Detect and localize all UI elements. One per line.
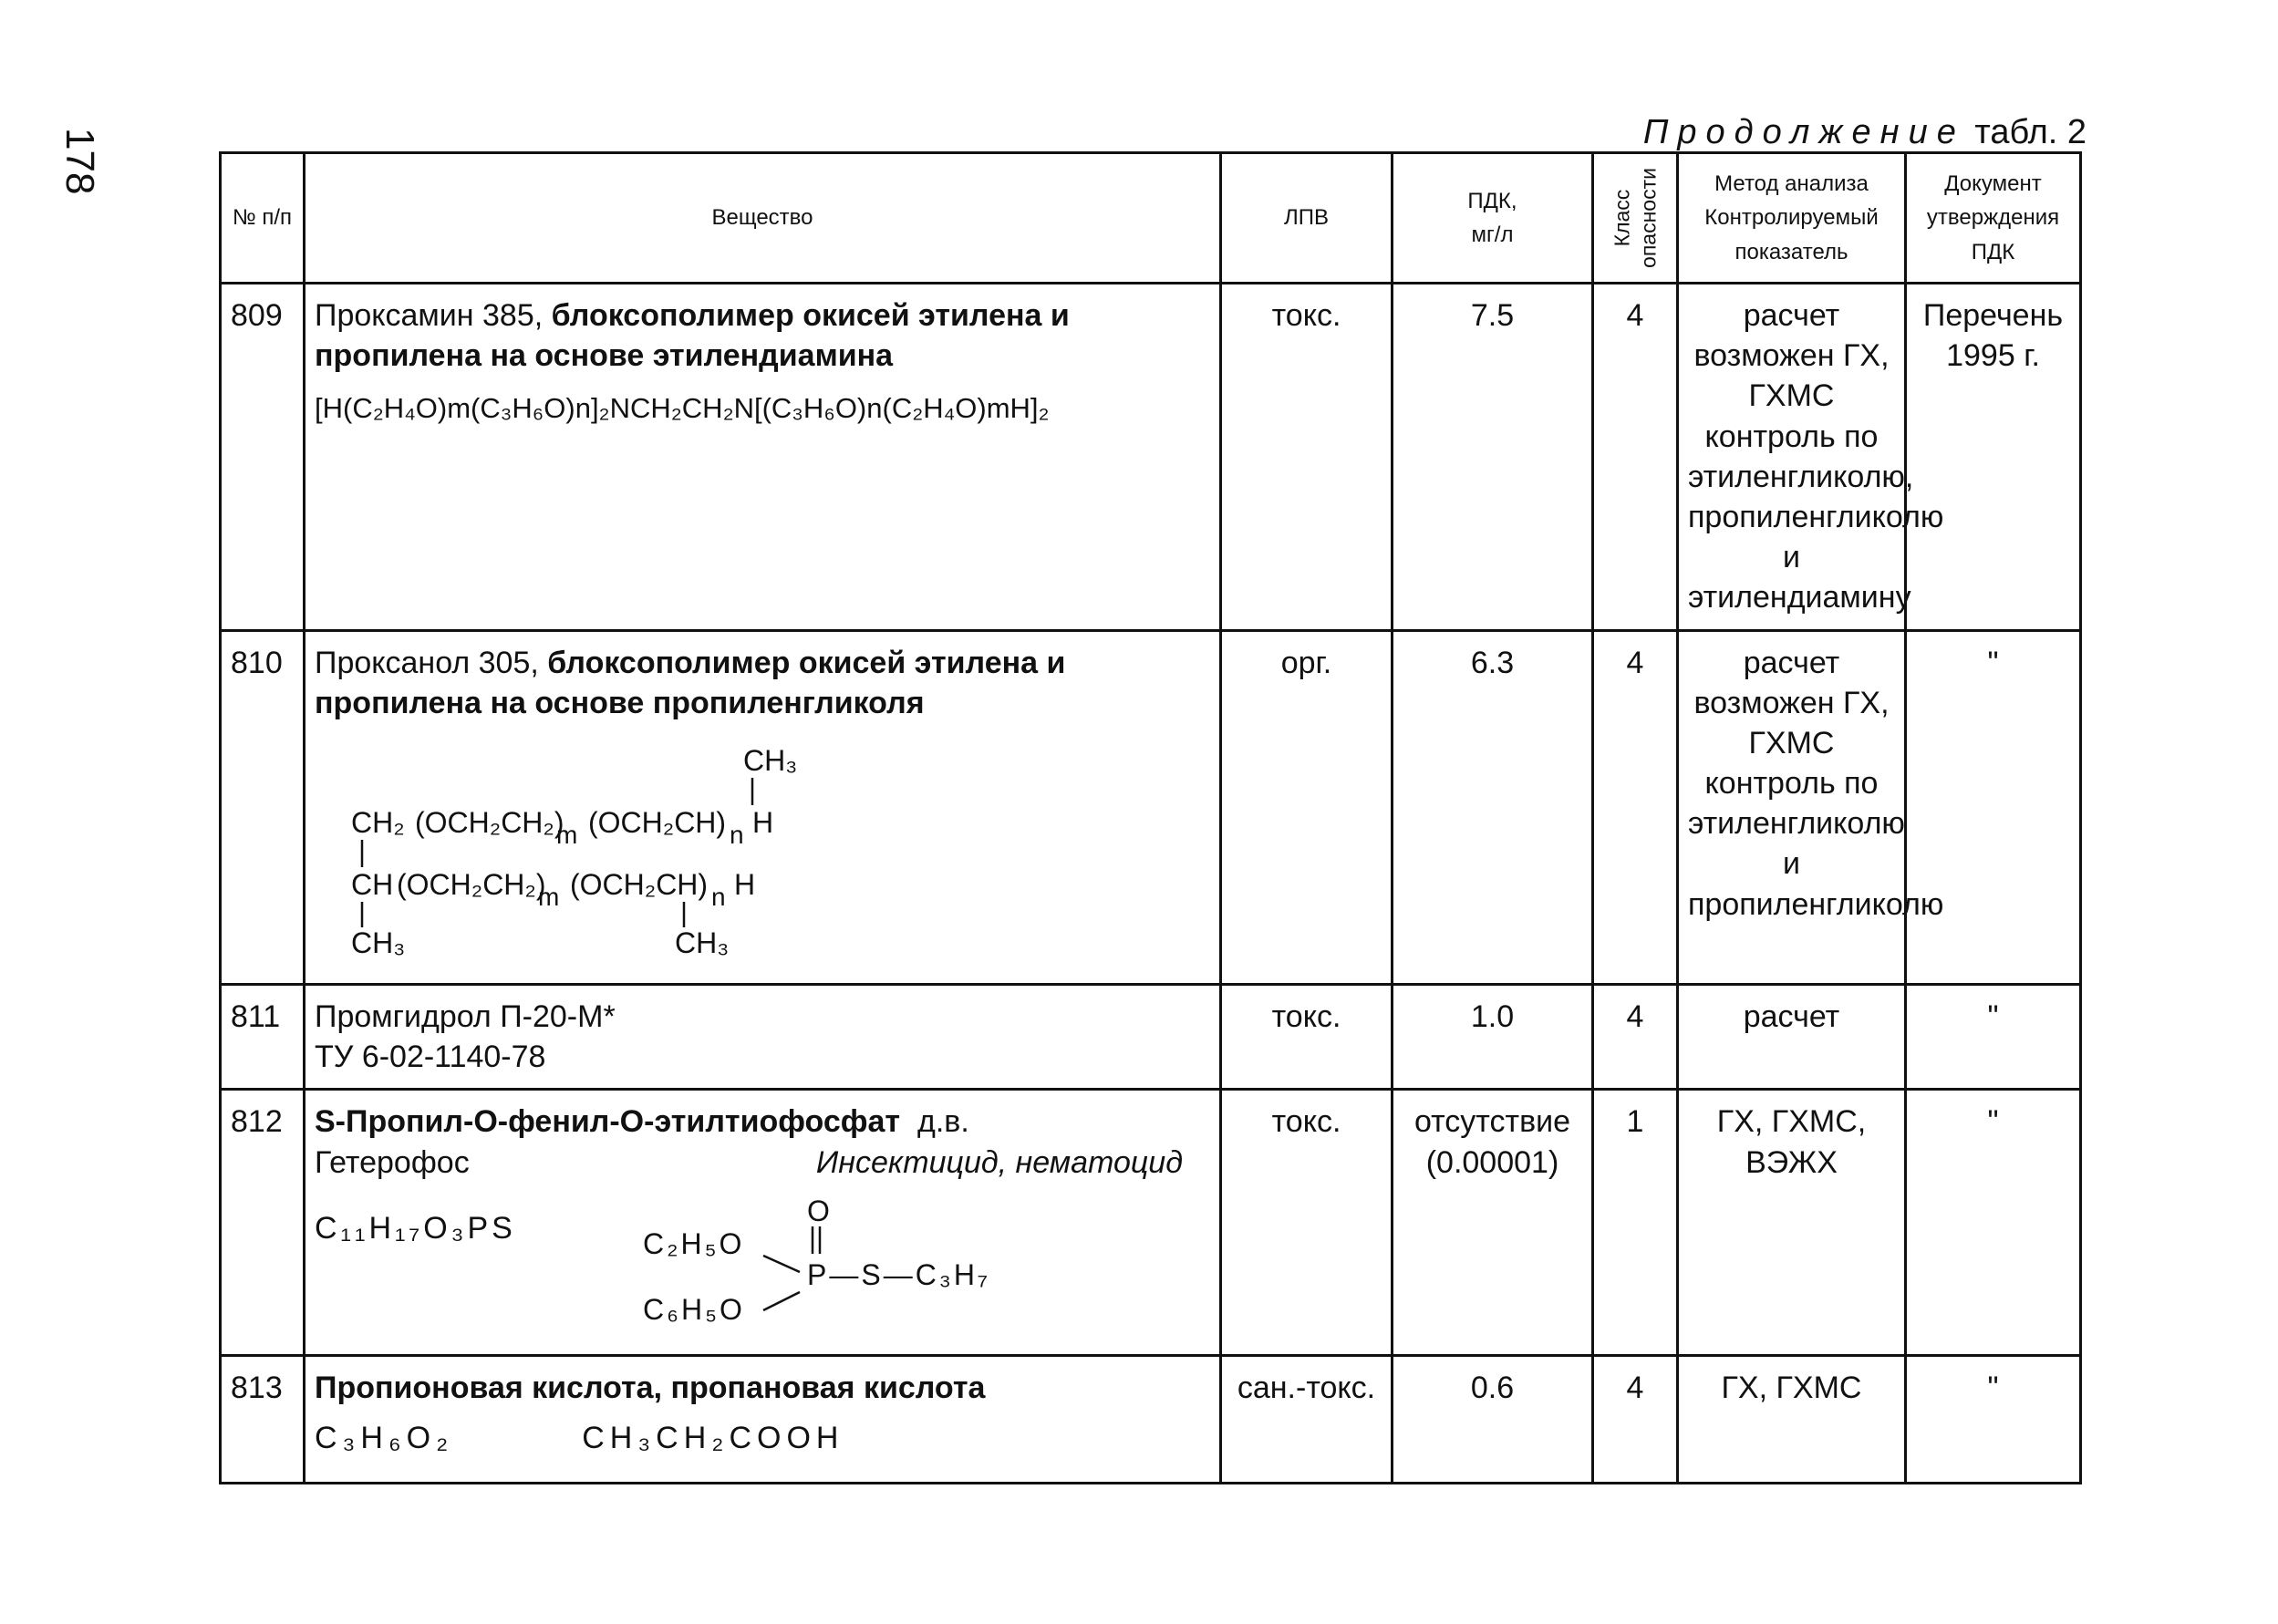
cell-method: ГХ, ГХМС — [1678, 1356, 1906, 1484]
header-doc — [1906, 153, 2081, 284]
header-method-line2: Контролируемый — [1704, 205, 1879, 231]
cell-substance — [305, 1356, 1221, 1484]
cell-lpv: сан.-токс. — [1221, 1356, 1393, 1484]
cell-lpv: токс. — [1221, 284, 1393, 631]
cell-method: расчет возможен ГХ, ГХМС контроль по этиленгликолю, пропиленгликолю и этилендиамину — [1678, 284, 1906, 631]
cell-doc: " — [1906, 1090, 2081, 1356]
n-index-2: n — [711, 882, 726, 911]
header-pdk — [1393, 153, 1593, 284]
caption-suffix: табл. 2 — [1974, 113, 2086, 151]
header-pdk-line2: мг/л — [1471, 222, 1514, 247]
cell-lpv: орг. — [1221, 630, 1393, 985]
substance-name: Промгидрол П-20-М* — [315, 999, 616, 1035]
substance-description: блоксополимер окисей этилена и пропилена на основе этилендиамина — [315, 298, 1070, 374]
substance-name: Проксамин 385, — [315, 298, 552, 333]
table-row — [221, 1090, 2081, 1356]
h-end: H — [752, 805, 774, 839]
active-substance-label: д.в. — [917, 1104, 969, 1140]
m-index-2: m — [538, 882, 560, 911]
substance-structural-formula: CH₃CH₂COOH — [582, 1420, 844, 1455]
cell-lpv: токс. — [1221, 1090, 1393, 1356]
phenoxy: C₆H₅O — [643, 1292, 745, 1326]
cell-num: 813 — [221, 1356, 305, 1484]
cell-hazard: 4 — [1593, 284, 1678, 631]
substance-name: S-Пропил-O-фенил-O-этилтиофосфат — [315, 1104, 901, 1140]
cell-num: 810 — [221, 630, 305, 985]
substance-formula: [H(C₂H₄O)m(C₃H₆O)n]₂NCH₂CH₂N[(C₃H₆O)n(C₂H₄O)mH]₂ — [315, 392, 1050, 425]
table-row — [221, 1356, 2081, 1484]
ethoxy-group-2: (OCH₂CH₂) — [397, 867, 546, 901]
header-hazard-line2: опасности — [1636, 168, 1660, 268]
cell-method: расчет возможен ГХ, ГХМС контроль по этиленгликолю и пропиленгликолю — [1678, 630, 1906, 985]
structural-formula — [643, 1190, 1062, 1327]
header-hazard-line1: Класс — [1610, 189, 1634, 247]
substance-name: Пропионовая кислота, пропановая кислота — [315, 1371, 986, 1406]
header-method-line1: Метод анализа — [1714, 171, 1869, 197]
ch3-bottom: CH₃ — [675, 926, 730, 959]
ethoxy: C₂H₅O — [643, 1226, 745, 1260]
cell-method: ГХ, ГХМС, ВЭЖХ — [1678, 1090, 1906, 1356]
cell-num: 809 — [221, 284, 305, 631]
pdk-value: отсутствие — [1413, 1104, 1571, 1140]
substance-formula: C₁₁H₁₇O₃PS — [315, 1210, 516, 1246]
cell-pdk — [1393, 1090, 1593, 1356]
header-doc-line3: ПДК — [1971, 239, 2015, 264]
cell-lpv: токс. — [1221, 985, 1393, 1090]
header-doc-line1: Документ — [1944, 171, 2042, 197]
cell-hazard: 4 — [1593, 1356, 1678, 1484]
table-row — [221, 630, 2081, 985]
cell-pdk: 6.3 — [1393, 630, 1593, 985]
pdk-value-detail: (0.00001) — [1425, 1144, 1559, 1180]
header-method — [1678, 153, 1906, 284]
cell-method: расчет — [1678, 985, 1906, 1090]
header-method-line3: показатель — [1734, 239, 1848, 264]
header-doc-line2: утверждения — [1926, 205, 2060, 231]
propoxy-group: (OCH₂CH) — [588, 805, 727, 839]
cell-doc: Перечень 1995 г. — [1906, 284, 2081, 631]
cell-pdk: 0.6 — [1393, 1356, 1593, 1484]
ethoxy-group: (OCH₂CH₂) — [415, 805, 564, 839]
cell-pdk: 7.5 — [1393, 284, 1593, 631]
cell-hazard: 4 — [1593, 985, 1678, 1090]
h-end-2: H — [734, 867, 756, 901]
table-row — [221, 985, 2081, 1090]
n-index: n — [730, 820, 744, 849]
substance-spec: ТУ 6-02-1140-78 — [315, 1040, 546, 1075]
header-num: № п/п — [221, 153, 305, 284]
substance-formula: C₃H₆O₂ — [315, 1420, 454, 1455]
trade-name: Гетерофос — [315, 1144, 470, 1180]
m-index: m — [556, 820, 578, 849]
cell-pdk: 1.0 — [1393, 985, 1593, 1090]
cell-substance — [305, 630, 1221, 985]
header-pdk-line1: ПДК, — [1467, 188, 1517, 213]
substance-description: блоксополимер окисей этилена и пропилена на основе пропиленгликоля — [315, 645, 1066, 720]
p-chain: P—S—C₃H₇ — [807, 1257, 990, 1291]
caption-prefix: Продолжение — [1642, 113, 1965, 151]
cell-doc: " — [1906, 985, 2081, 1090]
cell-substance — [305, 284, 1221, 631]
cell-num: 811 — [221, 985, 305, 1090]
table-caption — [1643, 113, 2086, 152]
ch3-top: CH₃ — [743, 743, 798, 777]
cell-hazard: 1 — [1593, 1090, 1678, 1356]
cell-num: 812 — [221, 1090, 305, 1356]
cell-doc: " — [1906, 1356, 2081, 1484]
substances-table — [219, 151, 2082, 1484]
cell-doc: " — [1906, 630, 2081, 985]
page-number: 178 — [57, 128, 102, 195]
header-substance: Вещество — [305, 153, 1221, 284]
propoxy-group-2: (OCH₂CH) — [570, 867, 709, 901]
cell-substance — [305, 985, 1221, 1090]
cell-substance — [305, 1090, 1221, 1356]
substance-name: Проксанол 305, — [315, 645, 548, 680]
cell-hazard: 4 — [1593, 630, 1678, 985]
usage-label: Инсектицид, нематоцид — [815, 1144, 1183, 1180]
ch-label: CH — [351, 867, 394, 901]
header-hazard — [1593, 153, 1678, 284]
table-header-row — [221, 153, 2081, 284]
ch3-left: CH₃ — [351, 926, 406, 959]
o-double: O — [807, 1194, 830, 1227]
structural-formula — [315, 734, 898, 962]
table-row — [221, 284, 2081, 631]
ch2-label: CH₂ — [351, 805, 405, 839]
header-lpv: ЛПВ — [1221, 153, 1393, 284]
